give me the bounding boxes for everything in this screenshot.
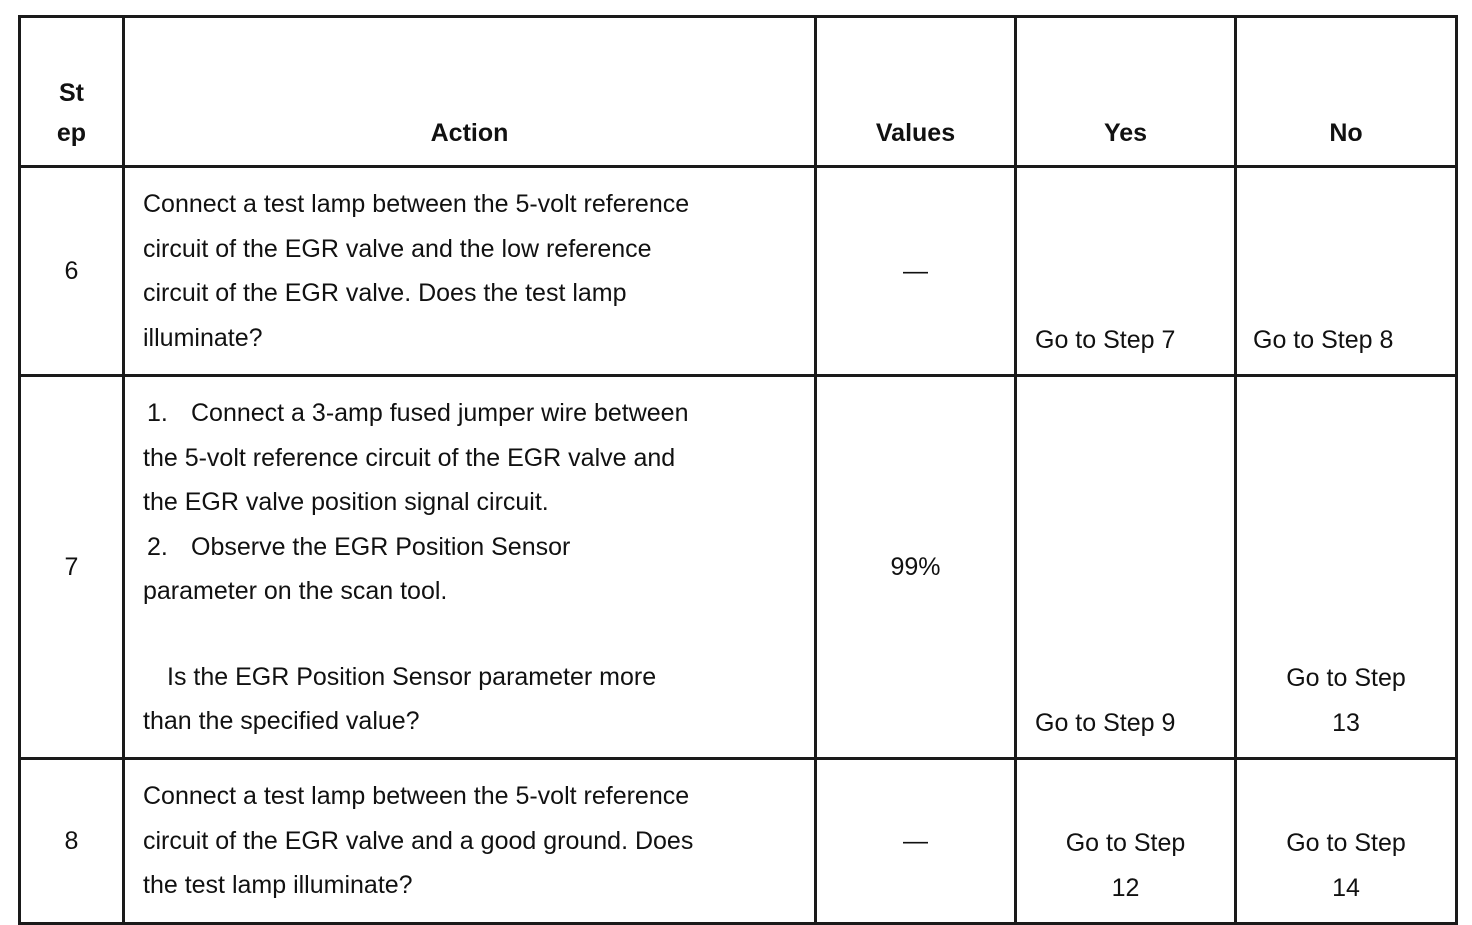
header-yes: Yes xyxy=(1016,17,1236,167)
yes-line: 12 xyxy=(1111,873,1140,902)
action-line: parameter on the scan tool. xyxy=(143,577,448,605)
value-cell: — xyxy=(816,167,1016,376)
no-cell: Go to Step 8 xyxy=(1236,167,1457,376)
step-number: 8 xyxy=(20,759,124,924)
list-number: 2. xyxy=(147,532,168,561)
value-cell: — xyxy=(816,759,1016,924)
diagnostic-table xyxy=(18,15,1458,925)
action-line: circuit of the EGR valve and the low reference xyxy=(143,234,652,263)
yes-cell: Go to Step 9 xyxy=(1016,376,1236,759)
no-line: 14 xyxy=(1332,873,1360,902)
action-line: the test lamp illuminate? xyxy=(143,871,413,899)
action-line: Connect a test lamp between the 5-volt reference xyxy=(143,190,690,218)
yes-line: Go to Step xyxy=(1065,829,1186,857)
no-cell xyxy=(1236,376,1457,759)
yes-cell xyxy=(1016,759,1236,924)
action-line xyxy=(143,391,794,436)
value-cell: 99% xyxy=(816,376,1016,759)
list-number: 1. xyxy=(147,399,168,427)
action-line: Connect a test lamp between the 5-volt reference xyxy=(143,782,690,810)
action-line: the 5-volt reference circuit of the EGR valve and xyxy=(143,443,676,472)
header-action: Action xyxy=(124,17,816,167)
table-row xyxy=(20,759,1457,924)
yes-cell: Go to Step 7 xyxy=(1016,167,1236,376)
action-line: circuit of the EGR valve and a good ground. Does xyxy=(143,826,694,855)
list-text: Observe the EGR Position Sensor xyxy=(191,532,571,561)
no-cell xyxy=(1236,759,1457,924)
list-text: Connect a 3-amp fused jumper wire between xyxy=(191,399,689,427)
header-step: St ep xyxy=(20,17,124,167)
action-cell xyxy=(124,759,816,924)
question-line: Is the EGR Position Sensor parameter more xyxy=(167,662,657,691)
spacer xyxy=(143,614,794,655)
action-line xyxy=(143,525,794,570)
table-row xyxy=(20,167,1457,376)
no-line: 13 xyxy=(1332,708,1360,737)
step-number: 7 xyxy=(20,376,124,759)
step-number: 6 xyxy=(20,167,124,376)
no-line: Go to Step xyxy=(1286,829,1406,857)
header-row xyxy=(20,17,1457,167)
header-no: No xyxy=(1236,17,1457,167)
action-line: illuminate? xyxy=(143,323,263,352)
action-cell xyxy=(124,376,816,759)
action-cell xyxy=(124,167,816,376)
table-row xyxy=(20,376,1457,759)
header-values: Values xyxy=(816,17,1016,167)
question-line: than the specified value? xyxy=(143,707,420,735)
action-line: the EGR valve position signal circuit. xyxy=(143,488,549,516)
no-line: Go to Step xyxy=(1286,664,1406,692)
action-line: circuit of the EGR valve. Does the test lamp xyxy=(143,279,627,307)
